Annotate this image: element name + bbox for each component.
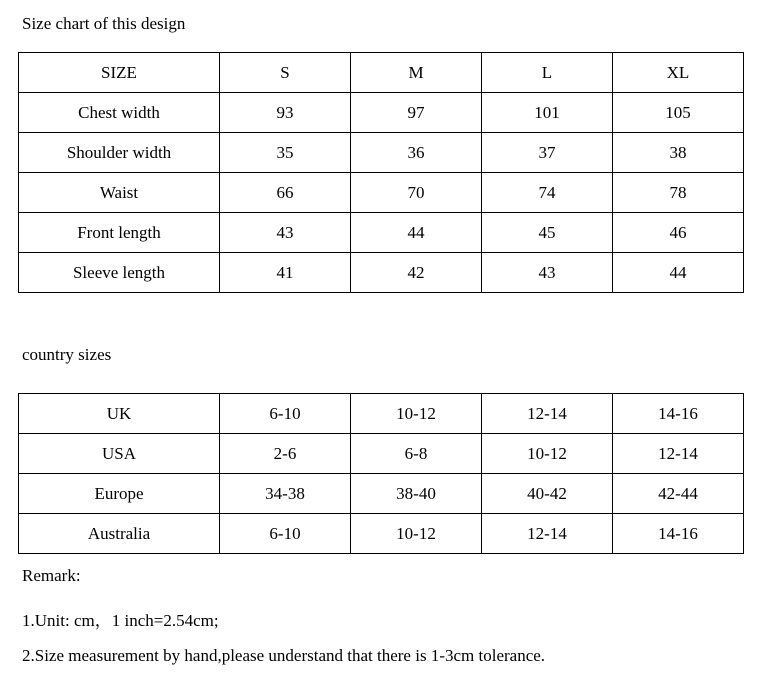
table-cell: 44 xyxy=(613,253,744,293)
page-title: Size chart of this design xyxy=(22,14,186,33)
table-row xyxy=(19,474,744,514)
table-cell: 78 xyxy=(613,173,744,213)
table-cell: 46 xyxy=(613,213,744,253)
country-sizes-table xyxy=(18,393,744,554)
table-cell: 44 xyxy=(351,213,482,253)
table-cell: 40-42 xyxy=(482,474,613,514)
table-row xyxy=(19,514,744,554)
row-label: Australia xyxy=(19,514,220,554)
table-cell: 14-16 xyxy=(613,514,744,554)
table-cell: 12-14 xyxy=(482,514,613,554)
remark-unit-note: 1.Unit: cm，1 inch=2.54cm; xyxy=(22,611,219,630)
country-sizes-title: country sizes xyxy=(22,345,112,364)
table-cell: 74 xyxy=(482,173,613,213)
table-cell: 43 xyxy=(482,253,613,293)
table-cell: 93 xyxy=(220,93,351,133)
row-label: UK xyxy=(19,394,220,434)
table-cell: 6-10 xyxy=(220,514,351,554)
size-chart-table xyxy=(18,52,744,293)
row-label: Chest width xyxy=(19,93,220,133)
table-cell: 36 xyxy=(351,133,482,173)
table-cell: 10-12 xyxy=(351,394,482,434)
table-row xyxy=(19,133,744,173)
table-cell: 70 xyxy=(351,173,482,213)
row-label: Waist xyxy=(19,173,220,213)
table-row xyxy=(19,93,744,133)
table-cell: 37 xyxy=(482,133,613,173)
table-cell: 43 xyxy=(220,213,351,253)
header-cell-l: L xyxy=(482,53,613,93)
table-cell: 34-38 xyxy=(220,474,351,514)
header-cell-xl: XL xyxy=(613,53,744,93)
table-cell: 42-44 xyxy=(613,474,744,514)
table-cell: 14-16 xyxy=(613,394,744,434)
row-label: Shoulder width xyxy=(19,133,220,173)
table-row xyxy=(19,213,744,253)
table-cell: 38-40 xyxy=(351,474,482,514)
table-cell: 97 xyxy=(351,93,482,133)
row-label: Europe xyxy=(19,474,220,514)
table-cell: 10-12 xyxy=(351,514,482,554)
header-cell-m: M xyxy=(351,53,482,93)
table-cell: 10-12 xyxy=(482,434,613,474)
table-cell: 12-14 xyxy=(482,394,613,434)
table-row xyxy=(19,394,744,434)
table-cell: 45 xyxy=(482,213,613,253)
table-cell: 101 xyxy=(482,93,613,133)
table-cell: 38 xyxy=(613,133,744,173)
table-cell: 66 xyxy=(220,173,351,213)
table-cell: 2-6 xyxy=(220,434,351,474)
size-chart-header-row xyxy=(19,53,744,93)
table-cell: 42 xyxy=(351,253,482,293)
table-cell: 6-8 xyxy=(351,434,482,474)
table-row xyxy=(19,173,744,213)
table-cell: 12-14 xyxy=(613,434,744,474)
header-cell-size: SIZE xyxy=(19,53,220,93)
row-label: Sleeve length xyxy=(19,253,220,293)
table-cell: 105 xyxy=(613,93,744,133)
remark-tolerance-note: 2.Size measurement by hand,please understand that there is 1-3cm tolerance. xyxy=(22,646,546,665)
header-cell-s: S xyxy=(220,53,351,93)
row-label: Front length xyxy=(19,213,220,253)
row-label: USA xyxy=(19,434,220,474)
table-cell: 6-10 xyxy=(220,394,351,434)
table-row xyxy=(19,434,744,474)
table-cell: 35 xyxy=(220,133,351,173)
table-row xyxy=(19,253,744,293)
table-cell: 41 xyxy=(220,253,351,293)
remark-title: Remark: xyxy=(22,566,81,585)
